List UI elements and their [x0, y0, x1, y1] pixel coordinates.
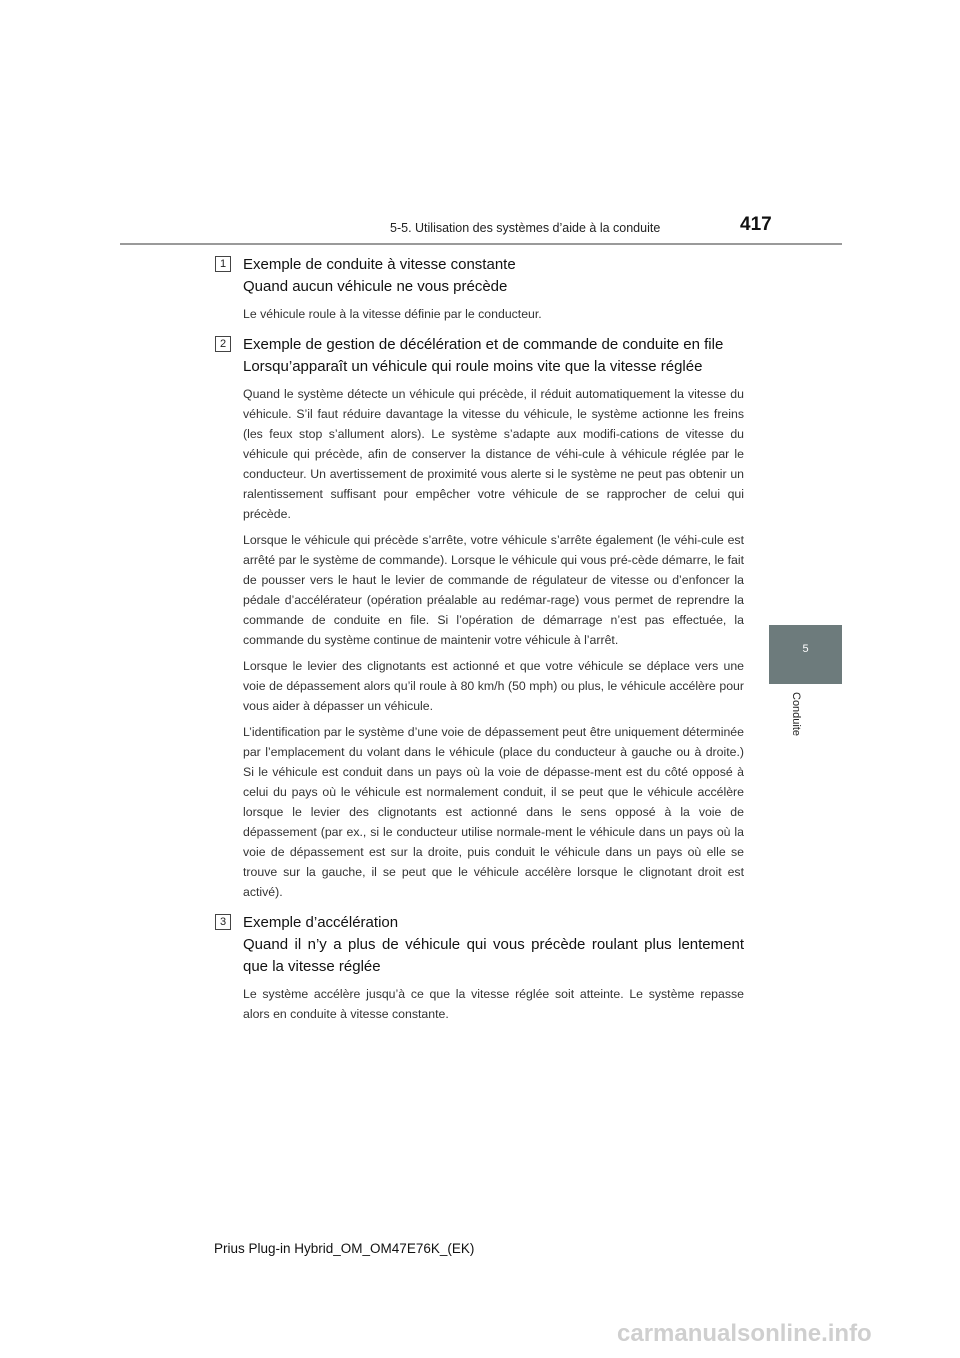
chapter-tab: 5 [769, 625, 842, 684]
item-heading-title: Exemple de conduite à vitesse constante [243, 256, 516, 273]
page-content [215, 254, 744, 1034]
item-heading-condition: Quand aucun véhicule ne vous précède [243, 278, 508, 295]
item-paragraph: L’identification par le système d’une voie de dépassement peut être uniquement déterminée par l’emplacement du volant dans le véhicule (place du conducteur à gauche ou à droite.) Si le véhicule est conduit dans un pays où la voie de dépasse-ment est du côté opposé à celui du pays où le véhicule est normalement conduit, il se peut que le véhicule accélère lorsque le levier des clignotants est actionné dans le sens opposé à la voie de dépassement (par ex., si le conducteur utilise normale-ment le véhicule dans un pays où la voie de dépassement est sur la droite, puis conduit le véhicule dans un pays où elle se trouve sur la gauche, il se peut que le véhicule accélère lorsque le clignotant droit est activé). [243, 725, 744, 899]
step-marker-3: 3 [215, 914, 231, 930]
item-heading-condition: Lorsqu’apparaît un véhicule qui roule moins vite que la vitesse réglée [243, 358, 703, 375]
item-heading [243, 254, 744, 298]
list-item-constant-speed [215, 254, 744, 324]
step-marker-1: 1 [215, 256, 231, 272]
list-item-deceleration [215, 334, 744, 902]
item-paragraph: Quand le système détecte un véhicule qui précède, il réduit automatiquement la vitesse du véhicule. S’il faut réduire davantage la vitesse du véhicule, le système actionne les freins (les feux stop s’allument alors). Le système s’adapte aux modifi-cations de vitesse du véhicule qui précède, afin de conserver la distance de véhi-cule à véhicule réglée par le conducteur. Un avertissement de proximité vous alerte si le système ne peut pas obtenir un ralentissement suffisant pour empêcher votre véhicule de se rapprocher de celui qui précède. [243, 387, 744, 521]
chapter-label: Conduite [790, 692, 802, 737]
item-paragraph: Le véhicule roule à la vitesse définie par le conducteur. [243, 307, 542, 321]
watermark-logo: carmanualsonline.info [617, 1320, 872, 1347]
item-paragraph: Le système accélère jusqu’à ce que la vitesse réglée soit atteinte. Le système repasse alors en conduite à vitesse constante. [243, 987, 744, 1021]
item-heading [243, 912, 744, 978]
item-paragraph: Lorsque le levier des clignotants est actionné et que votre véhicule se déplace vers une voie de dépassement alors qu’il roule à 80 km/h (50 mph) ou plus, le véhicule accélère pour vous aider à dépasser un véhicule. [243, 659, 744, 713]
item-heading-title: Exemple de gestion de décélération et de commande de conduite en file [243, 336, 724, 353]
item-heading-condition: Quand il n’y a plus de véhicule qui vous précède roulant plus lentement que la vitesse réglée [243, 936, 744, 975]
list-item-acceleration [215, 912, 744, 1024]
footer-document-id: Prius Plug-in Hybrid_OM_OM47E76K_(EK) [214, 1241, 475, 1256]
item-heading [243, 334, 744, 378]
header-divider [120, 243, 842, 245]
step-marker-2: 2 [215, 336, 231, 352]
item-paragraph: Lorsque le véhicule qui précède s’arrête, votre véhicule s’arrête également (le véhi-cule est arrêté par le système de commande). Lorsque le véhicule qui vous pré-cède démarre, le fait de pousser vers le haut le levier de commande de régulateur de vitesse ou d’enfoncer la pédale d’accélérateur (opération préalable au redémar-rage) vous permet de reprendre la commande de conduite en file. Si l’opération de démarrage n’est pas effectuée, la commande du système continue de maintenir votre véhicule à l’arrêt. [243, 533, 744, 647]
page-number: 417 [740, 214, 772, 235]
item-heading-title: Exemple d’accélération [243, 914, 399, 931]
running-header-section: 5-5. Utilisation des systèmes d’aide à la conduite [390, 221, 661, 235]
